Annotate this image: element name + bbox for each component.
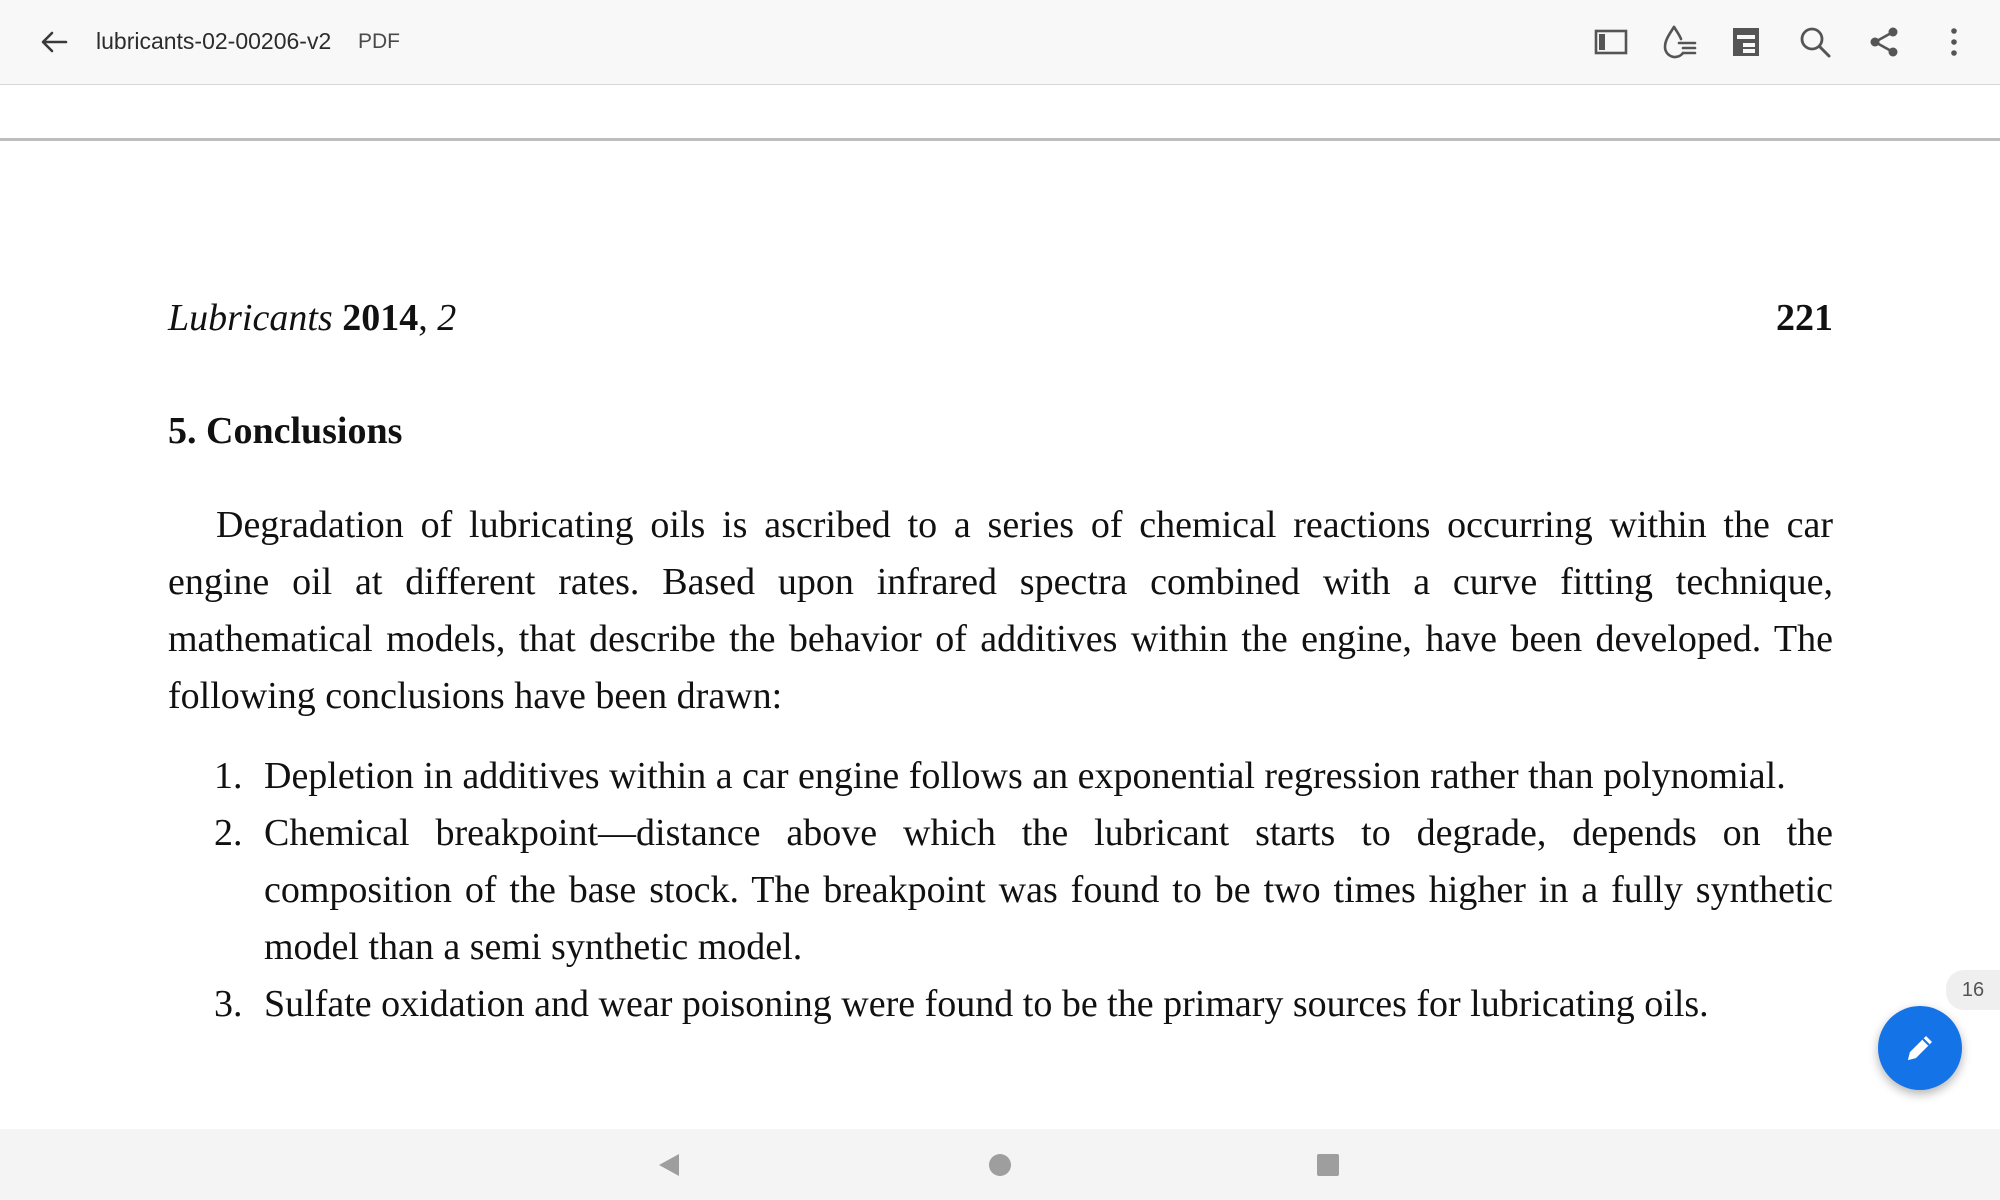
page-number: 221 bbox=[1776, 297, 1833, 339]
share-button[interactable] bbox=[1862, 20, 1906, 64]
nav-back-button[interactable] bbox=[645, 1141, 693, 1189]
comment-icon bbox=[1730, 25, 1762, 59]
search-icon bbox=[1798, 25, 1832, 59]
back-button[interactable] bbox=[34, 22, 74, 62]
list-item-number: 2. bbox=[214, 812, 243, 854]
document-title: lubricants-02-00206-v2 bbox=[96, 28, 332, 54]
document-type-label: PDF bbox=[358, 30, 400, 53]
page-view-icon bbox=[1594, 27, 1628, 57]
list-item bbox=[168, 748, 1833, 805]
journal-name: Lubricants bbox=[168, 297, 333, 339]
share-icon bbox=[1867, 25, 1901, 59]
journal-volume: 2 bbox=[437, 297, 457, 339]
list-item-number: 3. bbox=[214, 983, 243, 1025]
circle-home-icon bbox=[987, 1152, 1013, 1178]
list-item bbox=[168, 805, 1833, 976]
liquid-mode-icon bbox=[1661, 23, 1699, 61]
pdf-page[interactable] bbox=[0, 141, 2000, 1129]
running-header: Lubricants 2014, 2 bbox=[168, 297, 457, 339]
nav-recents-button[interactable] bbox=[1304, 1141, 1352, 1189]
comment-button[interactable] bbox=[1724, 20, 1768, 64]
list-item-text: Depletion in additives within a car engine follows an exponential regression rather than polynomial. bbox=[264, 755, 1786, 797]
list-item bbox=[168, 976, 1833, 1033]
list-item-text: Sulfate oxidation and wear poisoning were found to be the primary sources for lubricating oils. bbox=[264, 983, 1709, 1025]
back-arrow-icon bbox=[38, 26, 70, 58]
more-options-button[interactable] bbox=[1932, 20, 1976, 64]
edit-fab-button[interactable] bbox=[1878, 1006, 1962, 1090]
more-options-icon bbox=[1948, 25, 1960, 59]
liquid-mode-button[interactable] bbox=[1658, 20, 1702, 64]
list-item-number: 1. bbox=[214, 755, 243, 797]
page-view-button[interactable] bbox=[1589, 20, 1633, 64]
section-heading: 5. Conclusions bbox=[168, 410, 403, 452]
system-nav-bar bbox=[0, 1129, 2000, 1200]
conclusions-list bbox=[168, 748, 1833, 1033]
page-indicator[interactable]: 16 bbox=[1946, 970, 2000, 1010]
list-item-text: Chemical breakpoint—distance above which the lubricant starts to degrade, depends on the composition of the base stock. The breakpoint was found to be two times higher in a fully synthetic model than a semi synthetic model. bbox=[264, 812, 1833, 968]
journal-year: 2014 bbox=[342, 297, 419, 339]
triangle-back-icon bbox=[655, 1151, 683, 1179]
app-bar bbox=[0, 0, 2000, 85]
pencil-icon bbox=[1902, 1030, 1938, 1066]
search-button[interactable] bbox=[1793, 20, 1837, 64]
nav-home-button[interactable] bbox=[976, 1141, 1024, 1189]
square-recents-icon bbox=[1315, 1152, 1341, 1178]
body-paragraph: Degradation of lubricating oils is ascribed to a series of chemical reactions occurring within the car engine oil at different rates. Based upon infrared spectra combined with a curve fitting technique, mathematical models, that describe the behavior of additives within the engine, have been developed. The following conclusions have been drawn: bbox=[168, 504, 1833, 717]
